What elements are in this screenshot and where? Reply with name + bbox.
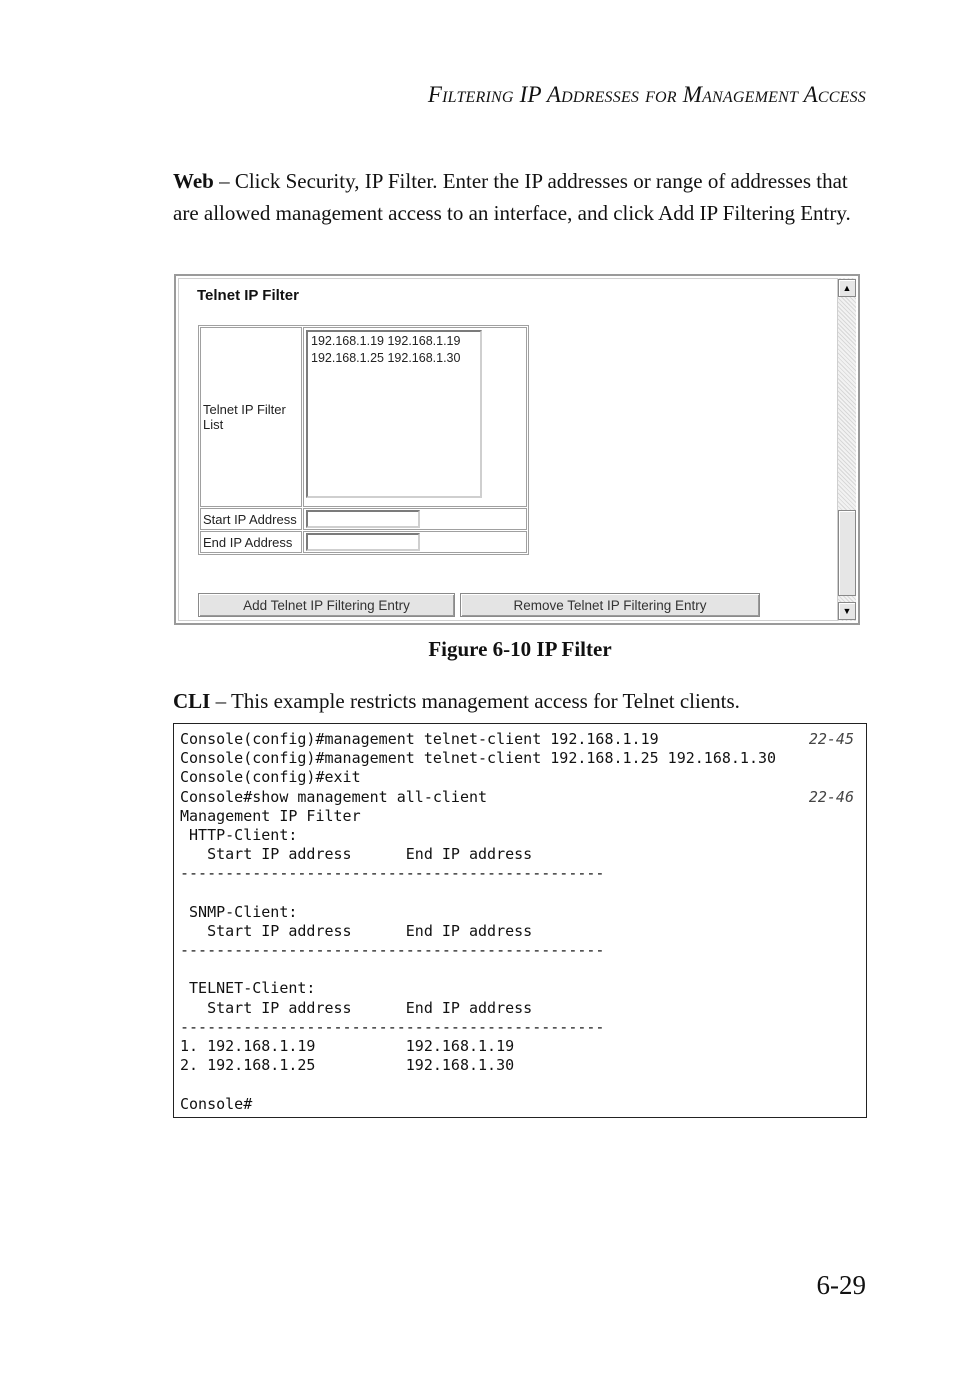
cli-text: 1. 192.168.1.19 192.168.1.19 <box>180 1037 515 1055</box>
cli-text: Console(config)#exit <box>180 768 361 787</box>
cli-command-reference: 22-45 <box>808 730 854 748</box>
arrow-down-icon[interactable]: ▼ <box>838 602 856 620</box>
scrollbar-thumb[interactable] <box>838 510 856 596</box>
start-ip-input[interactable] <box>306 510 420 528</box>
cli-lead: CLI <box>173 689 211 713</box>
filter-list-item[interactable]: 192.168.1.19 192.168.1.19 <box>311 334 461 348</box>
cli-line <box>180 845 866 864</box>
cli-text: Console(config)#management telnet-client 192.168.1.19 <box>180 730 659 748</box>
cli-text: Start IP address End IP address <box>180 845 533 864</box>
cli-text: Start IP address End IP address <box>180 921 533 940</box>
cli-line <box>180 1037 866 1056</box>
cli-example-box <box>173 723 867 1118</box>
cli-line <box>180 749 866 768</box>
cli-instructions <box>173 686 853 718</box>
cli-text: ----------------------------------------------- <box>180 864 605 883</box>
remove-filter-entry-button[interactable]: Remove Telnet IP Filtering Entry <box>460 593 760 617</box>
web-instructions <box>173 166 853 229</box>
cli-text: HTTP-Client: <box>180 825 298 844</box>
filter-list-label: Telnet IP Filter List <box>200 327 302 507</box>
end-ip-cell <box>303 531 527 553</box>
filter-list-cell <box>303 327 527 507</box>
screenshot-content <box>178 278 838 621</box>
cli-line <box>180 768 866 787</box>
panel-title: Telnet IP Filter <box>197 287 299 304</box>
cli-text: ----------------------------------------------- <box>180 1017 605 1036</box>
end-ip-label: End IP Address <box>200 531 302 553</box>
cli-line <box>180 1095 866 1114</box>
cli-line <box>180 826 866 845</box>
cli-text: SNMP-Client: <box>180 902 298 921</box>
web-lead: Web <box>173 169 214 193</box>
cli-line <box>180 1018 866 1037</box>
cli-line <box>180 979 866 998</box>
figure-caption: Figure 6-10 IP Filter <box>428 637 612 661</box>
web-text: – Click Security, IP Filter. Enter the IP addresses or range of addresses that are allowed management access to an interface, and click Add IP Filtering Entry. <box>173 169 851 225</box>
cli-line <box>180 884 866 903</box>
filter-list-item[interactable]: 192.168.1.25 192.168.1.30 <box>311 351 461 365</box>
cli-line <box>180 730 866 749</box>
cli-line <box>180 864 866 883</box>
cli-text: Console#show management all-client <box>180 787 488 806</box>
cli-line <box>180 1075 866 1094</box>
cli-line <box>180 1056 866 1075</box>
cli-text: Console# <box>180 1094 253 1113</box>
end-ip-input[interactable] <box>306 533 420 551</box>
start-ip-cell <box>303 508 527 530</box>
cli-text: 2. 192.168.1.25 192.168.1.30 <box>180 1056 515 1075</box>
filter-list-box[interactable] <box>306 330 482 498</box>
cli-text: TELNET-Client: <box>180 979 316 998</box>
cli-line <box>180 960 866 979</box>
page-number: 6-29 <box>816 1270 866 1300</box>
cli-line <box>180 807 866 826</box>
cli-text: Start IP address End IP address <box>180 998 533 1017</box>
cli-text: – This example restricts management access for Telnet clients. <box>210 689 740 713</box>
cli-text: ----------------------------------------------- <box>180 941 605 960</box>
filter-form-table <box>198 325 529 555</box>
add-filter-entry-button[interactable]: Add Telnet IP Filtering Entry <box>198 593 455 617</box>
cli-line <box>180 999 866 1018</box>
cli-text: Management IP Filter <box>180 806 361 825</box>
cli-line <box>180 903 866 922</box>
cli-command-reference: 22-46 <box>808 787 854 806</box>
cli-text: Console(config)#management telnet-client 192.168.1.25 192.168.1.30 <box>180 749 777 768</box>
running-head: Filtering IP Addresses for Management Access <box>427 82 866 107</box>
cli-line <box>180 788 866 807</box>
ip-filter-screenshot <box>174 274 860 625</box>
vertical-scrollbar[interactable] <box>837 278 856 621</box>
start-ip-label: Start IP Address <box>200 508 302 530</box>
cli-line <box>180 941 866 960</box>
arrow-up-icon[interactable]: ▲ <box>838 279 856 297</box>
cli-line <box>180 922 866 941</box>
